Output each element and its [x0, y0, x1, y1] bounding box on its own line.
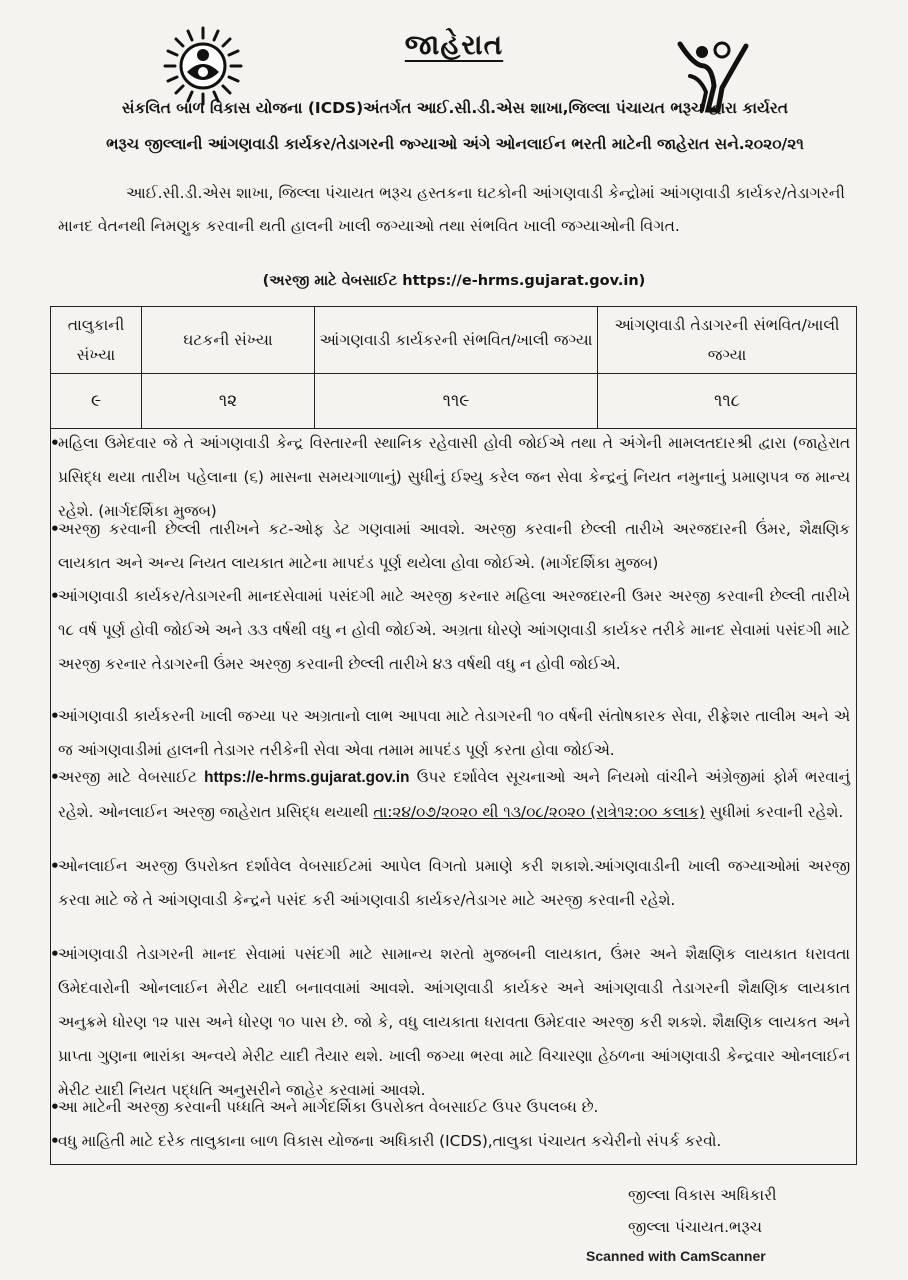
cell-worker-vacancy: ૧૧૯	[315, 374, 598, 429]
table-row	[51, 374, 857, 429]
bullet-online-application: • ઓનલાઈન અરજી ઉપરોક્ત દર્શાવેલ વેબસાઈટમાં આપેલ વિગતો પ્રમાણે કરી શકાશે.આંગણવાડીની ખાલી જગ્યાઓમાં અરજી કરવા માટે જે તે આંગણવાડી કેન્દ્રને પસંદ કરી આંગણવાડી કાર્યકર/તેડાગર માટે અરજી કરવાની રહેશે.	[58, 849, 850, 917]
header-unit-count: ઘટકની સંખ્યા	[142, 307, 315, 374]
website-link[interactable]: https://e-hrms.gujarat.gov.in	[204, 769, 410, 786]
bullet-guidelines: • આ માટેની અરજી કરવાની પધ્ધતિ અને માર્ગદર્શિકા ઉપરોક્ત વેબસાઈટ ઉપર ઉપલબ્ધ છે.	[58, 1090, 850, 1124]
vacancy-table	[50, 306, 857, 429]
notice-title: જાહેરાત	[404, 28, 504, 61]
subtitle-line-2: ભરૂચ જીલ્લાની આંગણવાડી કાર્યકર/તેડાગરની જ્ગ્યાઓ અંગે ઓનલાઈન ભરતી માટેની જાહેરાત સને.૨૦૨૦/૨૧	[106, 135, 804, 153]
bullet-cutoff-date: • અરજી કરવાની છેલ્લી તારીખને કટ-ઓફ ડેટ ગણવામાં આવશે. અરજી કરવાની છેલ્લી તારીખે અરજદારની ઉંમર, શૈક્ષણિક લાયકાત અને અન્ય નિયત લાયકાત માટેના માપદંડ પૂર્ણ થયેલા હોવા જોઈએ. (માર્ગદર્શિકા મુજબ)	[58, 512, 850, 580]
intro-paragraph: આઈ.સી.ડી.એસ શાખા, જિલ્લા પંચાયત ભરૂચ હસ્તકના ઘટકોની આંગણવાડી કેન્દ્રોમાં આંગણવાડી કાર્યકર/તેડાગરની માનદ વેતનથી નિમણુક કરવાની થતી હાલની ખાલી જગ્યાઓ તથા સંભવિત ખાલી જગ્યાઓની વિગત.	[58, 184, 845, 235]
camscanner-watermark: Scanned with CamScanner	[586, 1248, 766, 1264]
bullet-website-pre: અરજી માટે વેબસાઈટ	[58, 768, 205, 786]
bullet-contact: • વધુ માહિતી માટે દરેક તાલુકાના બાળ વિકાસ યોજના અધિકારી (ICDS),તાલુકા પંચાયત કચેરીનો સંપર્ક કરવો.	[58, 1124, 850, 1158]
signature-office: જીલ્લા પંચાયત.ભરૂચ	[628, 1218, 763, 1236]
bullet-residency: • મહિલા ઉમેદવાર જે તે આંગણવાડી કેન્દ્ર વિસ્તારની સ્થાનિક રહેવાસી હોવી જોઈએ તથા તે અંગેની મામલતદારશ્રી દ્વારા (જાહેરાત પ્રસિદ્ધ થયા તારીખ પહેલાના (૬) માસના સમયગાળાનું) સુધીનું ઈશ્યુ કરેલ જન સેવા કેન્દ્રનું નિયત નમુનાનું પ્રમાણપત્ર જ માન્ય રહેશે. (માર્ગદર્શિકા મુજબ)	[58, 426, 850, 528]
bullet-website-mid: ઉપર દર્શાવેલ સૂચનાઓ અને નિયમો વાંચીને અંગ્રેજીમાં ફોર્મ ભરવાનું રહેશે. ઓનલાઈન અરજી જાહેરાત પ્રસિદ્ધ થયાથી	[58, 768, 850, 821]
bullet-website	[58, 760, 850, 829]
application-dates: તા:૨૪/૦૭/૨૦૨૦ થી ૧૩/૦૮/૨૦૨૦ (રાત્રે૧૨:૦૦ કલાક)	[373, 803, 705, 821]
cell-unit-count: ૧૨	[142, 374, 315, 429]
cell-taluka-count: ૯	[51, 374, 142, 429]
signature-title: જીલ્લા વિકાસ અધિકારી	[628, 1186, 777, 1204]
bullet-website-post: સુધીમાં કરવાની રહેશે.	[704, 803, 844, 821]
website-line: (અરજી માટે વેબસાઈટ https://e-hrms.gujarat.gov.in)	[262, 273, 646, 289]
cell-helper-vacancy: ૧૧૮	[598, 374, 857, 429]
bullet-priority: • આંગણવાડી કાર્યકરની ખાલી જગ્યા પર અગ્રતાનો લાભ આપવા માટે તેડાગરની ૧૦ વર્ષની સંતોષકારક સેવા, રીફ્રેશર તાલીમ અને એ જ આંગણવાડીમાં હાલની તેડાગર તરીકેની સેવા એવા તમામ માપદંડ પૂર્ણ કરતા હોવા જોઈએ.	[58, 699, 850, 767]
bullet-age-limit: • આંગણવાડી કાર્યકર/તેડાગરની માનદસેવામાં પસંદગી માટે અરજી કરનાર મહિલા અરજદારની ઉમર અરજી કરવાની છેલ્લી તારીખે ૧૮ વર્ષ પૂર્ણ હોવી જોઈએ અને ૩૩ વર્ષથી વધુ ન હોવી જોઈએ. અગ્રતા ધોરણે આંગણવાડી કાર્યકર તરીકે માનદ સેવામાં પસંદગી માટે અરજી કરનાર તેડાગરની ઉંમર અરજી કરવાની છેલ્લી તારીખે ૪૩ વર્ષથી વધુ ન હોવી જોઈએ.	[58, 579, 850, 681]
header-worker-vacancy: આંગણવાડી કાર્યકરની સંભવિત/ખાલી જગ્યા	[315, 307, 598, 374]
subtitle-line-1: સંકલિત બાળ વિકાસ યોજના (ICDS)અંતર્ગત આઈ.સી.ડી.એસ શાખા,જિલ્લા પંચાયત ભરૂચ દ્વારા કાર્યરત	[121, 99, 789, 117]
header-taluka-count: તાલુકાની સંખ્યા	[51, 307, 142, 374]
header-helper-vacancy: આંગણવાડી તેડાગરની સંભવિત/ખાલી જગ્યા	[598, 307, 857, 374]
table-header-row	[51, 307, 857, 374]
bullet-merit-list: • આંગણવાડી તેડાગરની માનદ સેવામાં પસંદગી માટે સામાન્ય શરતો મુજબની લાયકાત, ઉંમર અને શૈક્ષણિક લાયકાત ધરાવતા ઉમેદવારોની ઓનલાઈન મેરીટ યાદી બનાવવામાં આવશે. આંગણવાડી કાર્યકર અને આંગણવાડી તેડાગરની શૈક્ષણિક લાયકાત અનુક્રમે ધોરણ ૧૨ પાસ અને ધોરણ ૧૦ પાસ છે. જો કે, વધુ લાયકાતા ધરાવતા ઉમેદવાર અરજી કરી શકશે. શૈક્ષણિક લાયકત અને પ્રાપ્તા ગુણના ભારાંકા અન્વયે મેરીટ યાદી તૈયાર થશે. ખાલી જગ્યા ભરવા માટે વિચારણા હેઠળના આંગણવાડી કેન્દ્રવાર ઓનલાઈન મેરીટ યાદી નિયત પદ્ધતિ અનુસરીને જાહેર કરવામાં આવશે.	[58, 937, 850, 1107]
